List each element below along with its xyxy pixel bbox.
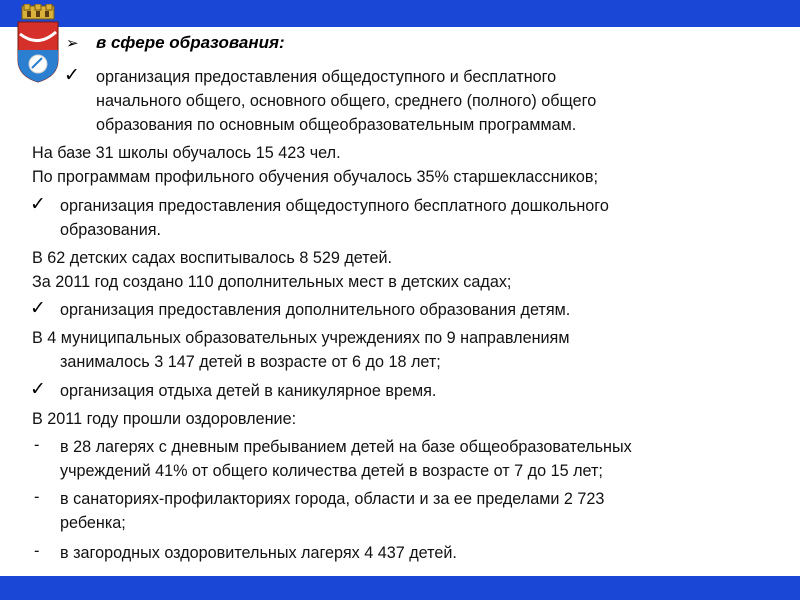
checkmark-icon: ✓ bbox=[30, 193, 46, 215]
checkmark-icon: ✓ bbox=[64, 64, 80, 86]
coat-of-arms-icon bbox=[14, 4, 62, 84]
dash-item-3-line-1: в загородных оздоровительных лагерях 4 437 детей. bbox=[60, 544, 457, 562]
stats-1-line-2: По программам профильного обучения обучалось 35% старшеклассников; bbox=[32, 168, 598, 186]
checkmark-icon: ✓ bbox=[30, 378, 46, 400]
dash-item-2-line-2: ребенка; bbox=[60, 514, 126, 532]
stats-2-line-1: В 62 детских садах воспитывалось 8 529 детей. bbox=[32, 249, 393, 267]
section-heading: в сфере образования: bbox=[96, 33, 285, 52]
bottom-blue-band bbox=[0, 576, 800, 600]
item-4-line: организация отдыха детей в каникулярное время. bbox=[60, 382, 437, 400]
dash-bullet: - bbox=[34, 436, 40, 454]
section-heading-row bbox=[66, 31, 285, 55]
item-1-line-2: начального общего, основного общего, среднего (полного) общего bbox=[96, 92, 597, 110]
stats-3-line-1: В 4 муниципальных образовательных учреждениях по 9 направлениям bbox=[32, 329, 570, 347]
top-blue-band bbox=[0, 0, 800, 27]
item-2-line-1: организация предоставления общедоступного бесплатного дошкольного bbox=[60, 197, 609, 215]
dash-item-2-line-1: в санаториях-профилакториях города, области и за ее пределами 2 723 bbox=[60, 490, 605, 508]
dash-item-1-line-1: в 28 лагерях с дневным пребыванием детей на базе общеобразовательных bbox=[60, 438, 632, 456]
stats-1-line-1: На базе 31 школы обучалось 15 423 чел. bbox=[32, 144, 341, 162]
arrow-right-icon: ➢ bbox=[66, 34, 79, 52]
item-1-line-1: организация предоставления общедоступного и бесплатного bbox=[96, 68, 557, 86]
item-1-line-3: образования по основным общеобразовательным программам. bbox=[96, 116, 577, 134]
checkmark-icon: ✓ bbox=[30, 297, 46, 319]
stats-2-line-2: За 2011 год создано 110 дополнительных мест в детских садах; bbox=[32, 273, 512, 291]
dash-bullet: - bbox=[34, 488, 40, 506]
dash-bullet: - bbox=[34, 542, 40, 560]
dash-item-1-line-2: учреждений 41% от общего количества детей в возрасте от 7 до 15 лет; bbox=[60, 462, 603, 480]
item-3-line: организация предоставления дополнительного образования детям. bbox=[60, 301, 571, 319]
item-2-line-2: образования. bbox=[60, 221, 162, 239]
stats-4-line: В 2011 году прошли оздоровление: bbox=[32, 410, 297, 428]
stats-3-line-2: занималось 3 147 детей в возрасте от 6 до 18 лет; bbox=[60, 353, 441, 371]
